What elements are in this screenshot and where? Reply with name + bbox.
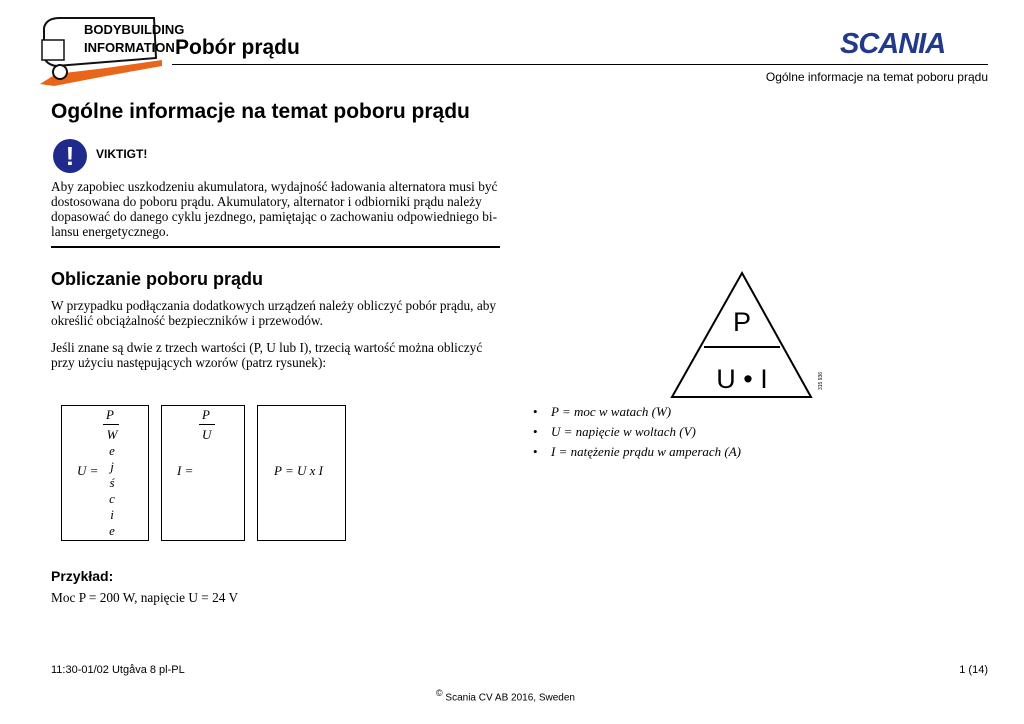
bodybuilding-information-logo <box>36 14 185 90</box>
formula-box-current <box>161 405 245 541</box>
voltage-denominator: W e j ś c i e <box>106 427 118 538</box>
warning-text: Aby zapobiec uszkodzeniu akumulatora, wydajność ładowania alternatora musi być dostosowana do poboru prądu. Akumulatory, alternator i odbiorniki prądu należy dopasować do danego cyklu jezdnego, pamiętając o zachowaniu odpowiedniego bi- lansu energetycznego. <box>51 179 498 239</box>
example-text: Moc P = 200 W, napięcie U = 24 V <box>51 590 239 605</box>
figure-code: 315 936 <box>818 371 824 390</box>
power-formula: P = U x I <box>274 463 323 478</box>
copyright: © Scania CV AB 2016, Sweden <box>436 688 575 704</box>
warning-divider <box>51 246 500 248</box>
truck-logo-icon <box>36 14 185 90</box>
example-heading: Przykład: <box>51 568 114 584</box>
scania-logo: SCANIA <box>840 28 946 60</box>
logo-text-line2: INFORMATION <box>84 40 175 55</box>
formula-box-power <box>257 405 346 541</box>
list-item: • U = napięcie w woltach (V) <box>533 424 696 439</box>
list-item: • I = natężenie prądu w amperach (A) <box>533 444 742 459</box>
logo-text-line1: BODYBUILDING <box>84 22 185 37</box>
section-subheading: Ogólne informacje na temat poboru prądu <box>765 70 988 84</box>
power-triangle-diagram <box>668 270 828 402</box>
warning-label: VIKTIGT! <box>96 147 148 161</box>
triangle-top-label: P <box>732 307 752 337</box>
copyright-symbol: © <box>436 688 443 698</box>
page-title: Ogólne informacje na temat poboru prądu <box>51 100 470 123</box>
section-heading: Obliczanie poboru prądu <box>51 269 264 289</box>
voltage-formula-label: U = <box>77 463 99 478</box>
voltage-fraction-line <box>103 424 119 425</box>
voltage-numerator: P <box>106 407 114 422</box>
page-number: 1 (14) <box>959 664 988 676</box>
warning-exclamation-icon: ! <box>53 139 87 173</box>
page-header-title: Pobór prądu <box>175 36 300 59</box>
triangle-bottom-label: U • I <box>716 364 768 394</box>
document-version: 11:30-01/02 Utgåva 8 pl-PL <box>51 664 185 676</box>
list-item: • P = moc w watach (W) <box>533 404 672 419</box>
current-denominator: U <box>202 427 212 442</box>
intro-paragraph: W przypadku podłączania dodatkowych urządzeń należy obliczyć pobór prądu, aby określić obciążalność bezpieczników i przewodów. <box>51 298 497 328</box>
current-numerator: P <box>202 407 210 422</box>
formulas-paragraph: Jeśli znane są dwie z trzech wartości (P, U lub I), trzecią wartość można obliczyć przy użyciu następujących wzorów (patrz rysunek): <box>51 340 483 370</box>
header-rule <box>172 64 988 65</box>
definitions-list <box>533 404 741 464</box>
current-fraction-line <box>199 424 215 425</box>
formula-box-voltage <box>61 405 149 541</box>
current-formula-label: I = <box>177 463 194 478</box>
